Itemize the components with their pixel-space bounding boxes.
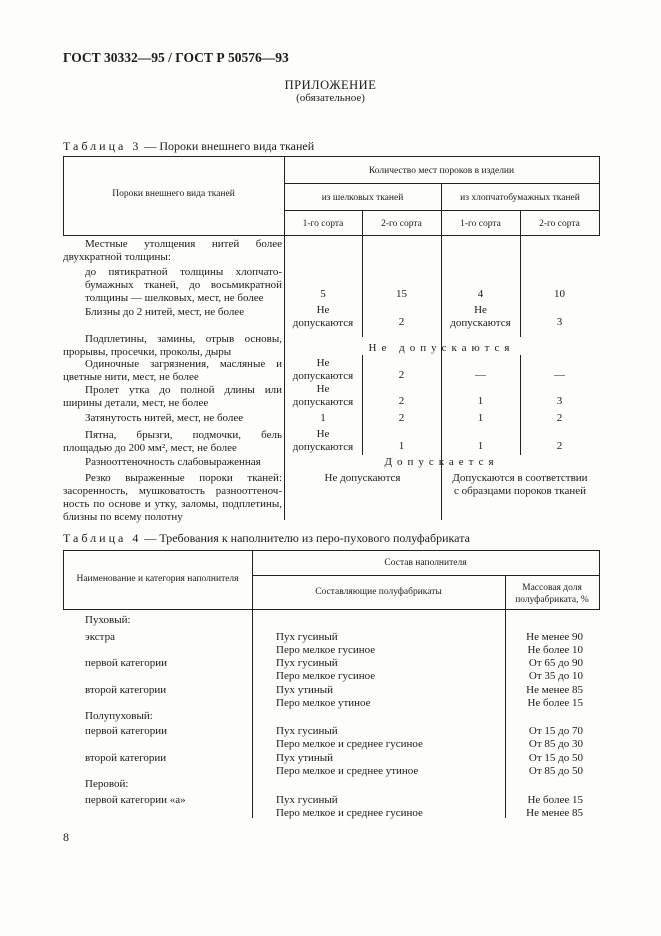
t4-semidown2-values: От 15 до 50 От 85 до 50 (528, 752, 583, 777)
table3-caption (63, 139, 314, 154)
t4-group-semidown: Полупуховый: (85, 710, 153, 722)
cell-r8-cotton1: 1 (477, 440, 484, 452)
document-header: ГОСТ 30332—95 / ГОСТ Р 50576—93 (63, 50, 289, 65)
cell-r3-silk2: 2 (398, 316, 405, 328)
table4-head-col3: Массовая доля полуфабриката, % (515, 583, 589, 605)
cell-r7-cotton2: 2 (556, 412, 563, 424)
cell-r7-silk1: 1 (320, 412, 326, 424)
t4-row-feather-1a: первой категории «а» (85, 794, 186, 806)
t4-group-down: Пуховый: (85, 614, 131, 626)
table3-head-group: Количество мест пороков в изделии (368, 166, 515, 176)
table3-row-severe: Резко выраженные пороки тканей: засоренность, мушковатость разнооттеноч- ность по основе и утку, заломы, подплетины, близны по всему полотну (63, 472, 282, 523)
appendix-subtitle: (обязательное) (296, 92, 365, 104)
table4-caption-label: Таблица 4 (63, 531, 142, 545)
cell-r8-silk2: 1 (398, 440, 405, 452)
cell-r5-silk2: 2 (398, 369, 405, 381)
cell-r7-silk2: 2 (398, 412, 405, 424)
table4-head-col2: Составляющие полуфабрикаты (315, 587, 442, 597)
t4-group-feather: Перовой: (85, 778, 129, 790)
table4-caption-text: — Требования к наполнителю из перо-пухового полуфабриката (144, 531, 470, 545)
table3-head-grade2-silk: 2-го сорта (381, 219, 422, 229)
table3-head-grade1-silk: 1-го сорта (302, 219, 344, 229)
t4-row-down-2: второй категории (85, 684, 167, 696)
appendix-title: ПРИЛОЖЕНИЕ (284, 78, 377, 92)
table3-row-tightness: Затянутость нитей, мест, не более (85, 412, 244, 424)
table3-row-stains: Одиночные загрязнения, масляные и цветные нити, мест, не более (63, 358, 282, 383)
t4-down2-components: Пух утиный Перо мелкое утиное (276, 684, 371, 709)
t4-row-extra: экстра (85, 631, 115, 643)
cell-r8-cotton2: 2 (556, 440, 563, 452)
cell-r2-cotton1: 4 (477, 288, 484, 300)
table3-head-silk: из шелковых тканей (321, 193, 404, 203)
t4-semidown2-components: Пух утиный Перо мелкое и среднее утиное (276, 752, 419, 777)
t4-row-down-1: первой категории (85, 657, 168, 669)
cell-r8-silk1: Не допускаются (292, 428, 354, 453)
table3-caption-label: Таблица 3 (63, 139, 142, 153)
t4-feather1a-values: Не более 15 Не менее 85 (526, 794, 583, 819)
table4-head-group: Состав наполнителя (384, 558, 467, 568)
table4-caption (63, 531, 470, 546)
cell-r2-cotton2: 10 (554, 288, 565, 300)
cell-r10-cotton: Допускаются в соответствии с образцами пороков тканей (452, 472, 588, 497)
t4-down2-values: Не менее 85 Не более 15 (526, 684, 583, 709)
cell-r10-silk: Не допускаются (324, 472, 401, 484)
table4-head-col1: Наименование и категория наполнителя (76, 574, 239, 584)
table3-head-grade1-cotton: 1-го сорта (460, 219, 501, 229)
cell-r5-cotton1: — (475, 369, 486, 381)
cell-r3-silk1: Не допускаются (292, 304, 354, 329)
table3-caption-text: — Пороки внешнего вида тканей (144, 139, 315, 153)
page-number: 8 (63, 830, 69, 844)
cell-r6-cotton1: 1 (477, 395, 484, 407)
t4-extra-components: Пух гусиный Перо мелкое гусиное (276, 631, 376, 656)
t4-down1-components: Пух гусиный Перо мелкое гусиное (276, 657, 376, 682)
cell-r3-cotton1: Не допускаются (450, 304, 511, 329)
table3-row-blizny: Близны до 2 нитей, мест, не более (85, 306, 245, 318)
cell-r6-cotton2: 3 (556, 395, 563, 407)
t4-semidown1-components: Пух гусиный Перо мелкое и среднее гусиное (276, 725, 423, 750)
cell-r7-cotton1: 1 (477, 412, 484, 424)
t4-feather1a-components: Пух гусиный Перо мелкое и среднее гусиное (276, 794, 423, 819)
cell-r6-silk1: Не допускаются (292, 383, 354, 408)
cell-r2-silk1: 5 (320, 288, 326, 300)
t4-semidown1-values: От 15 до 70 От 85 до 30 (528, 725, 583, 750)
t4-row-semidown-2: второй категории (85, 752, 167, 764)
table3-head-cotton: из хлопчатобумажных тканей (460, 193, 580, 203)
table3-row-fivefold: до пятикратной толщины хлопчато- бумажных тканей, до восьмикратной толщины — шелковых, мест, не более (85, 266, 282, 304)
table3-head-grade2-cotton: 2-го сорта (539, 219, 580, 229)
t4-extra-values: Не менее 90 Не более 10 (526, 631, 583, 656)
table3-row-podpletiny: Подплетины, замины, отрыв основы, прорывы, просечки, проколы, дыры (63, 333, 282, 358)
cell-r9-span: Допускается (384, 456, 499, 468)
table3-head-col1: Пороки внешнего вида тканей (112, 189, 235, 199)
t4-down1-values: От 65 до 90 От 35 до 10 (528, 657, 583, 682)
cell-r3-cotton2: 3 (556, 316, 563, 328)
cell-r5-silk1: Не допускаются (292, 357, 354, 382)
table3-row-thickening: Местные утолщения нитей более двухкратной толщины: (63, 238, 282, 263)
cell-r6-silk2: 2 (398, 395, 405, 407)
t4-row-semidown-1: первой категории (85, 725, 168, 737)
table3-row-shade: Разнооттеночность слабовыраженная (85, 456, 261, 468)
table3-row-weft: Пролет утка до полной длины или ширины детали, мест, не более (63, 384, 282, 409)
cell-r2-silk2: 15 (396, 288, 407, 300)
table3-row-spots: Пятна, брызги, подмочки, бель площадью до 200 мм², мест, не более (63, 429, 282, 454)
cell-r4-span: Не допускаются (368, 342, 515, 354)
cell-r5-cotton2: — (554, 369, 565, 381)
